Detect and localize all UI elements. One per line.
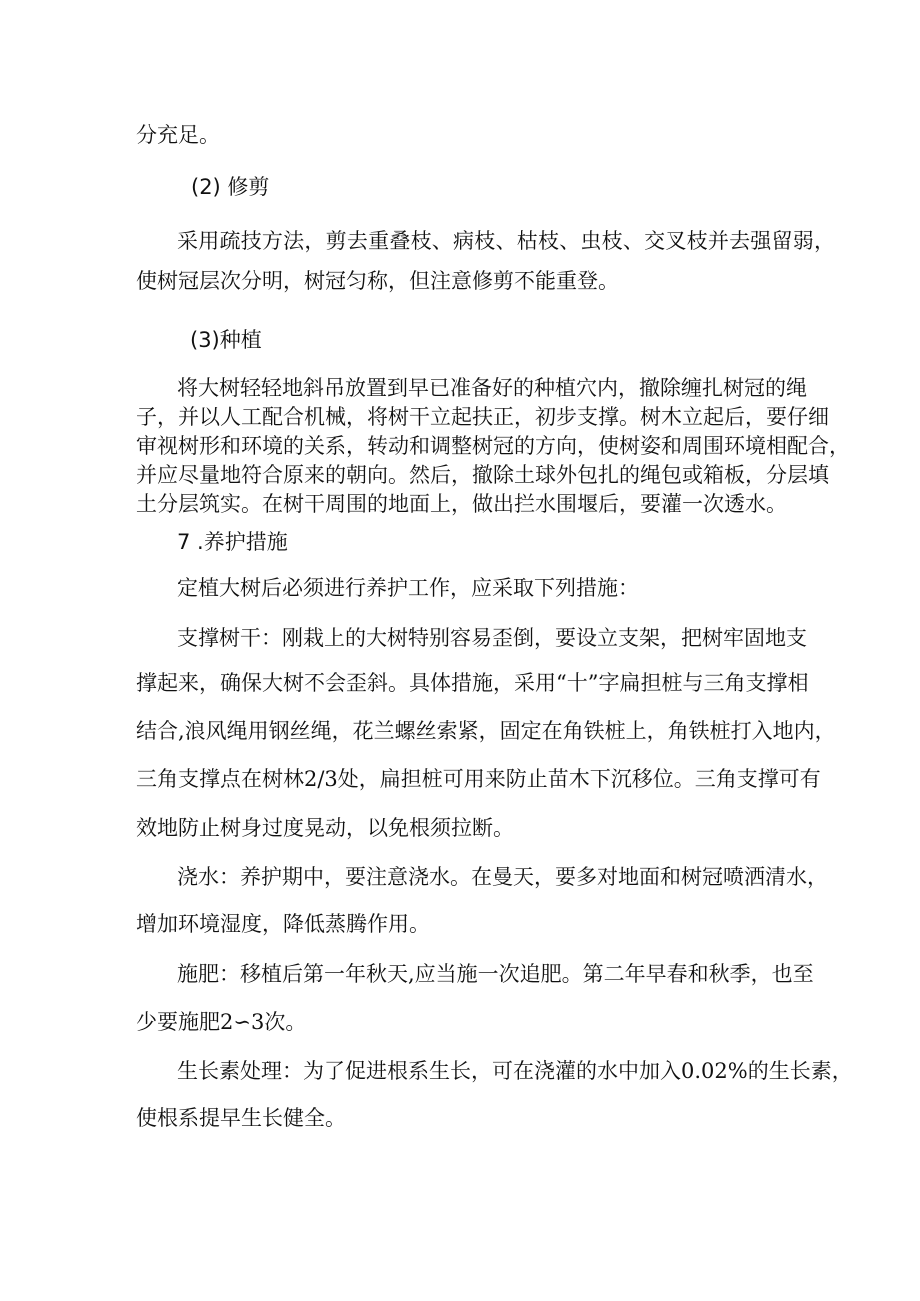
paragraph-line: 使树冠层次分明，树冠匀称，但注意修剪不能重登。: [136, 269, 619, 293]
paragraph-line: 定植大树后必须进行养护工作，应采取下列措施：: [177, 576, 639, 600]
paragraph-line: 并应尽量地符合原来的朝向。然后，撤除土球外包扎的绳包或箱板，分层填: [136, 463, 829, 487]
paragraph-line: 分充足。: [136, 123, 220, 147]
paragraph-line: 浇水：养护期中，要注意浇水。在曼天，要多对地面和树冠喷洒清水，: [177, 865, 828, 889]
paragraph-line: 使根系提早生长健全。: [136, 1106, 346, 1130]
paragraph-line: 采用疏技方法，剪去重叠枝、病枝、枯枝、虫枝、交叉枝并去强留弱，: [177, 229, 835, 253]
paragraph-line: 审视树形和环境的关系，转动和调整树冠的方向，使树姿和周围环境相配合，: [136, 434, 850, 458]
paragraph-line: 增加环境湿度，降低蒸腾作用。: [136, 912, 430, 936]
section-heading-care: 7 .养护措施: [177, 530, 288, 554]
paragraph-line: 撑起来，确保大树不会歪斜。具体措施，采用“十”字扁担桩与三角支撑相: [136, 671, 809, 695]
section-heading-planting: (3)种植: [190, 328, 262, 352]
paragraph-line: 生长素处理：为了促进根系生长，可在浇灌的水中加入0.02%的生长素，: [177, 1059, 853, 1083]
paragraph-line: 三角支撑点在树林2/3处，扁担桩可用来防止苗木下沉移位。三角支撑可有: [136, 767, 821, 791]
paragraph-line: 子，并以人工配合机械，将树干立起扶正，初步支撑。树木立起后，要仔细: [136, 405, 829, 429]
paragraph-line: 支撑树干：刚栽上的大树特别容易歪倒，要设立支架，把树牢固地支: [177, 626, 807, 650]
paragraph-line: 结合,浪风绳用钢丝绳，花兰螺丝索紧，固定在角铁桩上，角铁桩打入地内，: [136, 719, 836, 743]
paragraph-line: 施肥：移植后第一年秋天,应当施一次追肥。第二年早春和秋季，也至: [177, 962, 814, 986]
paragraph-line: 少要施肥2∽3次。: [136, 1010, 307, 1034]
paragraph-line: 将大树轻轻地斜吊放置到早已准备好的种植穴内，撤除缠扎树冠的绳: [177, 376, 807, 400]
section-heading-pruning: (2) 修剪: [191, 175, 270, 199]
paragraph-line: 效地防止树身过度晃动，以免根须拉断。: [136, 816, 514, 840]
paragraph-line: 土分层筑实。在树干周围的地面上，做出拦水围堰后，要灌一次透水。: [136, 492, 787, 516]
